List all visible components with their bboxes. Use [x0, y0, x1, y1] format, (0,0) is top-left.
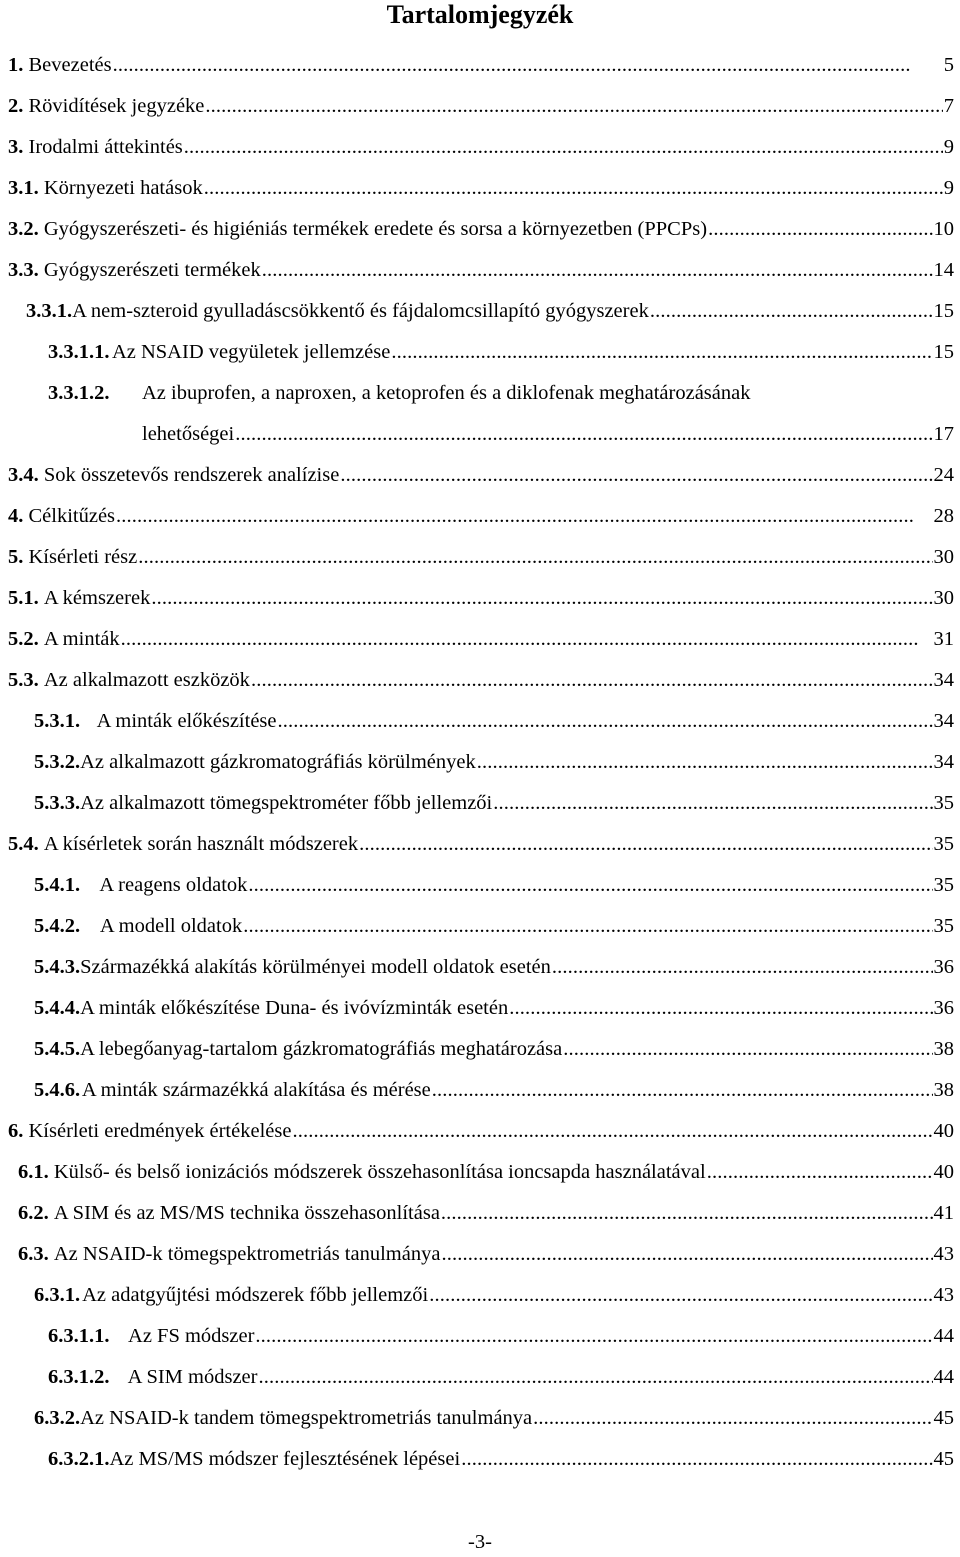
toc-entry-title: Az FS módszer — [128, 1325, 255, 1347]
toc-entry-title: Sok összetevős rendszerek analízise — [43, 464, 340, 486]
toc-entry-6-3-1[interactable] — [34, 1267, 954, 1307]
toc-dot-leader — [205, 94, 942, 118]
toc-entry-number: 1. — [8, 54, 24, 76]
toc-entry-2[interactable] — [8, 78, 954, 118]
toc-entry-title: Származékká alakítás körülményei modell oldatok esetén — [80, 956, 551, 978]
toc-entry-number: 3. — [8, 136, 24, 158]
toc-entry-5-3-3[interactable] — [34, 775, 954, 815]
toc-entry-page: 15 — [933, 341, 954, 363]
toc-dot-leader — [255, 1324, 932, 1348]
toc-entry-title: A minták — [43, 628, 120, 650]
toc-dot-leader — [113, 53, 943, 77]
toc-dot-leader — [359, 832, 932, 856]
toc-entry-title: Kísérleti rész — [28, 546, 138, 568]
toc-entry-page: 34 — [933, 669, 954, 691]
toc-entry-number: 6.3.1. — [34, 1284, 81, 1306]
toc-entry-3-3-1[interactable] — [26, 283, 954, 323]
toc-entry-number: 5.2. — [8, 628, 39, 650]
toc-entry-number: 3.4. — [8, 464, 39, 486]
toc-entry-6-3-1-1[interactable] — [48, 1308, 954, 1348]
toc-entry-page: 9 — [943, 177, 954, 199]
toc-dot-leader — [509, 996, 932, 1020]
toc-entry-6-3[interactable] — [18, 1226, 954, 1266]
toc-entry-number: 5.3.1. — [34, 710, 81, 732]
toc-dot-leader — [184, 135, 943, 159]
toc-entry-title: Gyógyszerészeti termékek — [43, 259, 261, 281]
toc-entry-number: 4. — [8, 505, 24, 527]
toc-entry-title: Az NSAID-k tömegspektrometriás tanulmánya — [53, 1243, 441, 1265]
toc-entry-page: 38 — [933, 1038, 954, 1060]
toc-entry-4[interactable] — [8, 488, 954, 528]
toc-entry-title: Az alkalmazott gázkromatográfiás körülmények — [80, 751, 476, 773]
toc-entry-page: 38 — [933, 1079, 954, 1101]
toc-dot-leader — [258, 1365, 932, 1389]
toc-entry-3-3[interactable] — [8, 242, 954, 282]
toc-entry-6-3-2[interactable] — [34, 1390, 954, 1430]
toc-entry-title: Az alkalmazott tömegspektrométer főbb jellemzői — [80, 792, 493, 814]
toc-entry-number: 5.3.2. — [34, 751, 81, 773]
toc-dot-leader — [340, 463, 932, 487]
toc-entry-page: 30 — [933, 587, 954, 609]
toc-dot-leader — [262, 258, 933, 282]
toc-entry-number: 5.4.4. — [34, 997, 81, 1019]
toc-entry-title: A SIM módszer — [127, 1366, 258, 1388]
toc-entry-page: 44 — [933, 1366, 954, 1388]
toc-entry-number: 5.4.3. — [34, 956, 81, 978]
toc-entry-title: Az adatgyűjtési módszerek főbb jellemzői — [82, 1284, 429, 1306]
toc-entry-page: 7 — [943, 95, 954, 117]
toc-entry-3-2[interactable] — [8, 201, 954, 241]
toc-entry-number: 6.3.1.1. — [48, 1325, 110, 1347]
toc-entry-number: 5. — [8, 546, 24, 568]
toc-entry-title: Az NSAID-k tandem tömegspektrometriás tanulmánya — [80, 1407, 533, 1429]
toc-entry-title: A lebegőanyag-tartalom gázkromatográfiás meghatározása — [80, 1038, 563, 1060]
toc-entry-number: 3.1. — [8, 177, 39, 199]
toc-dot-leader — [292, 1119, 932, 1143]
toc-dot-leader — [552, 955, 933, 979]
toc-entry-title: A SIM és az MS/MS technika összehasonlítása — [53, 1202, 440, 1224]
toc-entry-page: 40 — [933, 1120, 954, 1142]
toc-entry-3-3-1-2[interactable] — [48, 365, 954, 405]
toc-dot-leader — [432, 1078, 933, 1102]
toc-entry-3-1[interactable] — [8, 160, 954, 200]
toc-entry-3-4[interactable] — [8, 447, 954, 487]
toc-entry-page: 15 — [933, 300, 954, 322]
toc-entry-page: 35 — [933, 833, 954, 855]
toc-entry-number: 3.2. — [8, 218, 39, 240]
toc-entry-title: Az alkalmazott eszközök — [43, 669, 250, 691]
toc-entry-5-4[interactable] — [8, 816, 954, 856]
toc-entry-title: Célkitűzés — [28, 505, 116, 527]
toc-dot-leader — [121, 627, 933, 651]
toc-dot-leader — [235, 422, 932, 446]
toc-entry-5-3-2[interactable] — [34, 734, 954, 774]
toc-entry-title: A minták előkészítése Duna- és ivóvízminták esetén — [80, 997, 509, 1019]
toc-entry-3-3-1-2-cont[interactable] — [142, 406, 954, 446]
toc-entry-number: 6.3.1.2. — [48, 1366, 110, 1388]
toc-entry-page: 24 — [933, 464, 954, 486]
page-title: Tartalomjegyzék — [386, 0, 574, 29]
toc-entry-5-3[interactable] — [8, 652, 954, 692]
toc-entry-5[interactable] — [8, 529, 954, 569]
toc-entry-title: A kémszerek — [43, 587, 151, 609]
toc-dot-leader — [477, 750, 933, 774]
toc-entry-page: 44 — [933, 1325, 954, 1347]
toc-entry-3-3-1-1[interactable] — [48, 324, 954, 364]
toc-entry-6[interactable] — [8, 1103, 954, 1143]
toc-dot-leader — [243, 914, 932, 938]
toc-entry-5-2[interactable] — [8, 611, 954, 651]
toc-dot-leader — [441, 1201, 933, 1225]
toc-entry-page: 35 — [933, 915, 954, 937]
toc-dot-leader — [278, 709, 933, 733]
toc-entry-page: 28 — [933, 505, 954, 527]
toc-entry-number: 3.3.1. — [26, 300, 73, 322]
toc-entry-5-4-3[interactable] — [34, 939, 954, 979]
toc-entry-number: 6.2. — [18, 1202, 49, 1224]
toc-entry-title: lehetőségei — [142, 423, 235, 445]
toc-entry-title: Külső- és belső ionizációs módszerek összehasonlítása ioncsapda használatával — [53, 1161, 706, 1183]
toc-entry-number: 6.3.2.1. — [48, 1448, 110, 1470]
toc-entry-number: 5.4.5. — [34, 1038, 81, 1060]
toc-entry-title: Bevezetés — [28, 54, 112, 76]
toc-entry-page: 36 — [933, 956, 954, 978]
toc-dot-leader — [391, 340, 932, 364]
toc-dot-leader — [151, 586, 932, 610]
toc-entry-number: 3.3.1.1. — [48, 341, 110, 363]
toc-entry-page: 36 — [933, 997, 954, 1019]
toc-entry-number: 5.1. — [8, 587, 39, 609]
toc-entry-page: 34 — [933, 710, 954, 732]
toc-entry-title: Környezeti hatások — [43, 177, 203, 199]
toc-entry-page: 34 — [933, 751, 954, 773]
toc-entry-page: 31 — [933, 628, 954, 650]
toc-entry-number: 6.3.2. — [34, 1407, 81, 1429]
toc-entry-page: 43 — [933, 1284, 954, 1306]
page-number-footer: -3- — [468, 1531, 492, 1553]
toc-entry-3[interactable] — [8, 119, 954, 159]
toc-dot-leader — [441, 1242, 932, 1266]
toc-entry-title: Az ibuprofen, a naproxen, a ketoprofen és a diklofenak meghatározásának — [142, 382, 751, 404]
toc-entry-page: 43 — [933, 1243, 954, 1265]
toc-entry-title: A reagens oldatok — [99, 874, 248, 896]
toc-entry-6-3-2-1[interactable] — [48, 1431, 954, 1471]
toc-entry-page: 9 — [943, 136, 954, 158]
toc-dot-leader — [461, 1447, 932, 1471]
toc-entry-title: A minták előkészítése — [96, 710, 277, 732]
toc-dot-leader — [563, 1037, 932, 1061]
toc-entry-title: Kísérleti eredmények értékelése — [28, 1120, 292, 1142]
toc-dot-leader — [533, 1406, 932, 1430]
toc-entry-1[interactable] — [8, 37, 954, 77]
toc-entry-number: 6.1. — [18, 1161, 49, 1183]
toc-entry-number: 5.4. — [8, 833, 39, 855]
toc-entry-title: A modell oldatok — [99, 915, 243, 937]
toc-entry-number: 3.3. — [8, 259, 39, 281]
toc-entry-6-1[interactable] — [18, 1144, 954, 1184]
toc-entry-5-3-1[interactable] — [34, 693, 954, 733]
toc-entry-page: 35 — [933, 874, 954, 896]
toc-entry-number: 6.3. — [18, 1243, 49, 1265]
toc-entry-page: 5 — [943, 54, 954, 76]
toc-entry-page: 41 — [933, 1202, 954, 1224]
toc-entry-title: Gyógyszerészeti- és higiéniás termékek eredete és sorsa a környezetben (PPCPs) — [43, 218, 708, 240]
toc-dot-leader — [138, 545, 932, 569]
toc-entry-title: Rövidítések jegyzéke — [28, 95, 205, 117]
toc-entry-number: 2. — [8, 95, 24, 117]
toc-entry-page: 45 — [933, 1448, 954, 1470]
toc-entry-title: Irodalmi áttekintés — [28, 136, 183, 158]
toc-entry-title: Az MS/MS módszer fejlesztésének lépései — [109, 1448, 461, 1470]
toc-entry-title: A nem-szteroid gyulladáscsökkentő és fájdalomcsillapító gyógyszerek — [72, 300, 649, 322]
toc-entry-5-4-4[interactable] — [34, 980, 954, 1020]
toc-dot-leader — [429, 1283, 932, 1307]
toc-entry-page: 40 — [933, 1161, 954, 1183]
toc-entry-number: 6. — [8, 1120, 24, 1142]
toc-entry-5-4-2[interactable] — [34, 898, 954, 938]
toc-entry-5-4-1[interactable] — [34, 857, 954, 897]
toc-entry-title: Az NSAID vegyületek jellemzése — [111, 341, 391, 363]
toc-entry-6-2[interactable] — [18, 1185, 954, 1225]
toc-dot-leader — [204, 176, 943, 200]
toc-entry-title: A kísérletek során használt módszerek — [43, 833, 359, 855]
toc-dot-leader — [248, 873, 932, 897]
toc-entry-page: 35 — [933, 792, 954, 814]
toc-entry-number: 5.4.2. — [34, 915, 81, 937]
toc-dot-leader — [708, 217, 932, 241]
toc-entry-number: 3.3.1.2. — [48, 382, 110, 404]
toc-dot-leader — [493, 791, 932, 815]
toc-entry-page: 10 — [933, 218, 954, 240]
toc-entry-number: 5.3.3. — [34, 792, 81, 814]
toc-entry-number: 5.4.1. — [34, 874, 81, 896]
toc-entry-page: 17 — [933, 423, 954, 445]
toc-entry-6-3-1-2[interactable] — [48, 1349, 954, 1389]
toc-entry-page: 14 — [933, 259, 954, 281]
toc-entry-number: 5.3. — [8, 669, 39, 691]
toc-entry-page: 45 — [933, 1407, 954, 1429]
toc-dot-leader — [116, 504, 932, 528]
toc-dot-leader — [707, 1160, 933, 1184]
toc-entry-page: 30 — [933, 546, 954, 568]
toc-entry-title: A minták származékká alakítása és mérése — [81, 1079, 431, 1101]
toc-entry-5-4-6[interactable] — [34, 1062, 954, 1102]
toc-entry-5-1[interactable] — [8, 570, 954, 610]
toc-dot-leader — [650, 299, 933, 323]
toc-entry-5-4-5[interactable] — [34, 1021, 954, 1061]
toc-dot-leader — [251, 668, 933, 692]
toc-entry-number: 5.4.6. — [34, 1079, 81, 1101]
